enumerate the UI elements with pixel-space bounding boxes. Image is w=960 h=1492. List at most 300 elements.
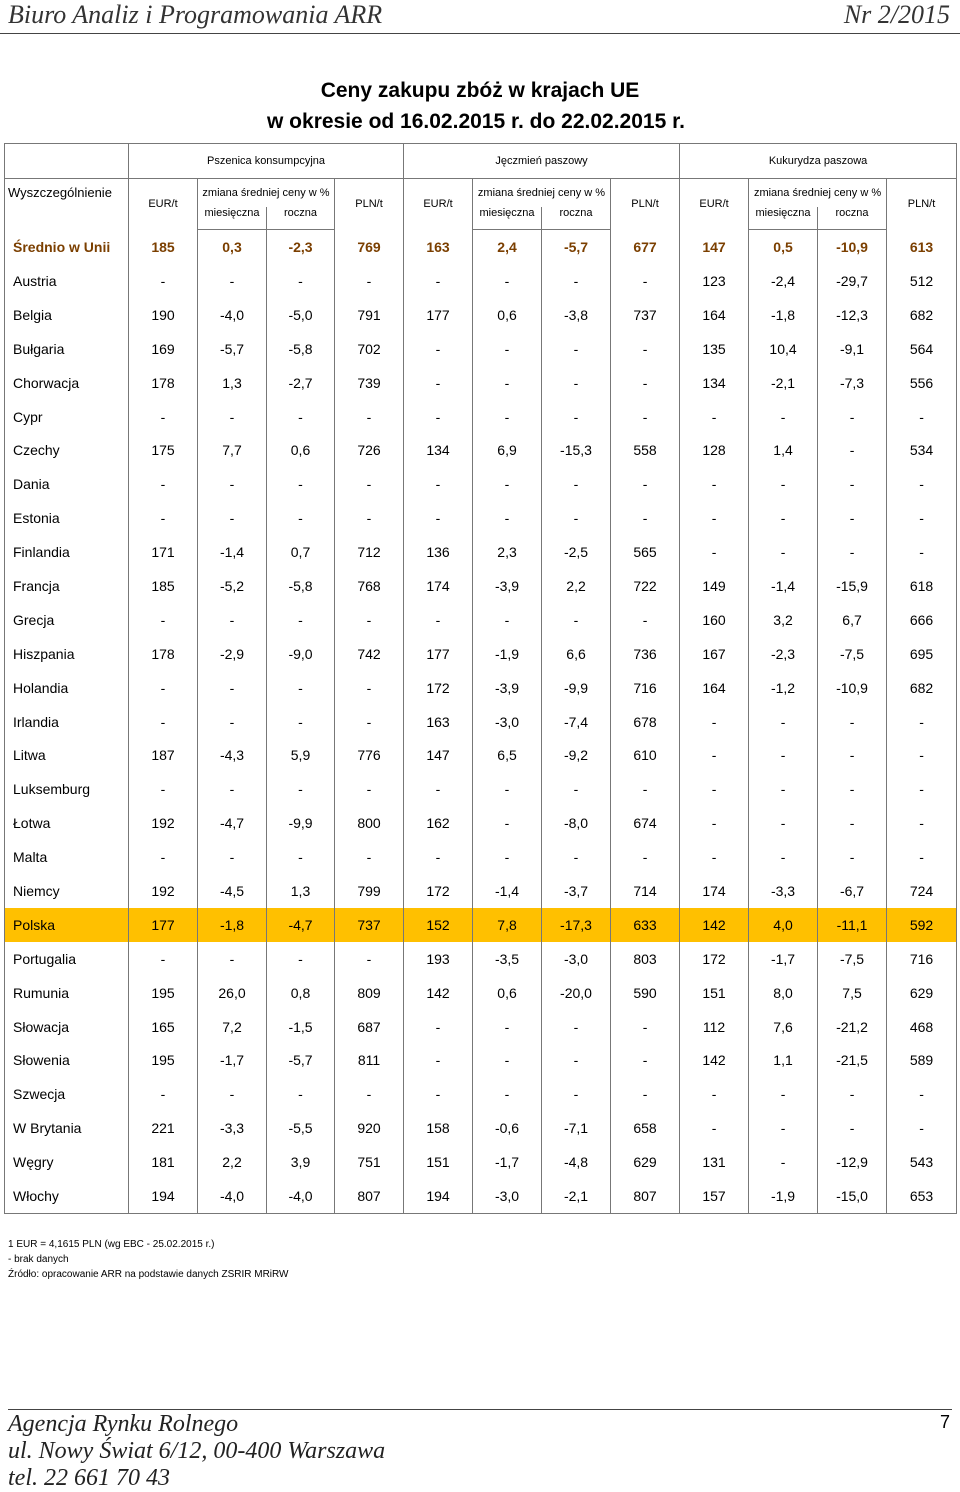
table-cell: - [198,467,267,501]
table-cell: -4,0 [198,1179,267,1213]
table-cell: -2,1 [542,1179,611,1213]
row-name: Portugalia [5,942,129,976]
table-cell: 177 [404,298,473,332]
table-row [5,332,957,366]
table-cell: - [129,467,198,501]
price-table [4,143,957,1214]
avg-cell: 2,4 [473,230,542,265]
table-cell: 716 [887,942,957,976]
table-cell: - [818,840,887,874]
table-cell: - [542,772,611,806]
table-cell: - [542,603,611,637]
table-cell: - [473,1077,542,1111]
table-cell: -15,9 [818,569,887,603]
table-cell: 468 [887,1010,957,1044]
table-row [5,298,957,332]
table-cell: 0,6 [473,298,542,332]
table-cell: - [129,264,198,298]
table-cell: - [335,942,404,976]
table-cell: - [680,772,749,806]
table-cell: -21,5 [818,1043,887,1077]
table-cell: 512 [887,264,957,298]
table-cell: 157 [680,1179,749,1213]
row-name: Luksemburg [5,772,129,806]
table-cell: - [611,400,680,434]
table-cell: - [129,501,198,535]
table-cell: 135 [680,332,749,366]
table-cell: -4,7 [267,908,335,942]
table-cell: -2,4 [749,264,818,298]
col-eur: EUR/t [129,179,198,230]
table-cell: - [611,332,680,366]
table-cell: - [680,400,749,434]
table-cell: 158 [404,1111,473,1145]
table-cell: - [611,1077,680,1111]
table-cell: - [404,1077,473,1111]
table-cell: 162 [404,806,473,840]
table-cell: 5,9 [267,738,335,772]
table-cell: 565 [611,535,680,569]
table-row [5,501,957,535]
col-monthly: miesięczna [473,207,542,230]
table-cell: - [129,603,198,637]
table-cell: - [198,772,267,806]
table-cell: -7,1 [542,1111,611,1145]
col-eur: EUR/t [404,179,473,230]
table-cell: 164 [680,298,749,332]
table-cell: 6,5 [473,738,542,772]
table-cell: - [198,1077,267,1111]
table-cell: - [680,738,749,772]
table-cell: - [267,603,335,637]
table-cell: - [818,467,887,501]
table-cell: 920 [335,1111,404,1145]
table-cell: 193 [404,942,473,976]
row-name: Dania [5,467,129,501]
table-cell: 712 [335,535,404,569]
row-name: Polska [5,908,129,942]
table-cell: 151 [404,1145,473,1179]
table-cell: -9,9 [267,806,335,840]
row-name: Średnio w Unii [5,230,129,265]
table-cell: 736 [611,637,680,671]
table-cell: - [335,264,404,298]
row-name: Hiszpania [5,637,129,671]
table-cell: -1,7 [749,942,818,976]
table-cell: -6,7 [818,874,887,908]
table-cell: -2,1 [749,366,818,400]
table-cell: -3,7 [542,874,611,908]
table-cell: 618 [887,569,957,603]
table-cell: - [887,1111,957,1145]
table-row [5,433,957,467]
table-cell: -3,3 [198,1111,267,1145]
table-cell: 791 [335,298,404,332]
table-cell: - [887,535,957,569]
table-cell: - [680,501,749,535]
table-cell: -7,5 [818,637,887,671]
table-cell: -3,0 [473,1179,542,1213]
table-cell: 653 [887,1179,957,1213]
table-cell: -9,9 [542,671,611,705]
row-name: Słowacja [5,1010,129,1044]
col-eur: EUR/t [680,179,749,230]
table-cell: 172 [404,874,473,908]
table-row [5,264,957,298]
table-cell: - [818,738,887,772]
table-cell: - [404,1010,473,1044]
table-cell: - [611,1043,680,1077]
table-cell: - [818,806,887,840]
table-cell: - [818,772,887,806]
table-cell: 195 [129,1043,198,1077]
table-cell: -15,0 [818,1179,887,1213]
table-cell: - [267,1077,335,1111]
table-cell: - [267,840,335,874]
table-cell: - [542,264,611,298]
table-cell: - [335,671,404,705]
table-cell: - [887,705,957,739]
table-cell: 800 [335,806,404,840]
table-cell: 1,3 [267,874,335,908]
table-cell: 807 [335,1179,404,1213]
table-cell: 716 [611,671,680,705]
table-row [5,671,957,705]
table-cell: 131 [680,1145,749,1179]
table-cell: 629 [887,976,957,1010]
row-name: Francja [5,569,129,603]
table-cell: -12,3 [818,298,887,332]
table-cell: 633 [611,908,680,942]
row-name: Finlandia [5,535,129,569]
table-cell: -4,5 [198,874,267,908]
footer-agency: Agencja Rynku Rolnego [8,1411,239,1437]
table-cell: - [473,264,542,298]
table-cell: 737 [335,908,404,942]
table-cell: 1,3 [198,366,267,400]
row-name: Węgry [5,1145,129,1179]
table-cell: - [335,705,404,739]
table-cell: 7,2 [198,1010,267,1044]
avg-cell: -10,9 [818,230,887,265]
table-cell: - [335,400,404,434]
table-cell: - [267,400,335,434]
col-yearly: roczna [542,207,611,230]
table-row [5,942,957,976]
table-cell: - [542,840,611,874]
table-cell: - [887,467,957,501]
row-name: Czechy [5,433,129,467]
table-cell: - [129,840,198,874]
col-pln: PLN/t [335,179,404,230]
table-cell: 722 [611,569,680,603]
table-cell: -10,9 [818,671,887,705]
header-right: Nr 2/2015 [843,0,950,29]
table-cell: - [335,772,404,806]
table-cell: -4,8 [542,1145,611,1179]
table-cell: 174 [404,569,473,603]
table-cell: 4,0 [749,908,818,942]
table-cell: - [473,603,542,637]
row-name: Rumunia [5,976,129,1010]
table-cell: 192 [129,806,198,840]
row-name: Cypr [5,400,129,434]
group-header-maize: Kukurydza paszowa [680,144,957,179]
row-name: Malta [5,840,129,874]
table-cell: -3,8 [542,298,611,332]
table-row [5,535,957,569]
table-cell: -4,0 [267,1179,335,1213]
row-name: Chorwacja [5,366,129,400]
page-title-line1: Ceny zakupu zbóż w krajach UE [320,79,640,102]
table-cell: - [198,603,267,637]
table-cell: - [267,942,335,976]
table-cell: 172 [680,942,749,976]
table-cell: - [680,705,749,739]
footer-divider [8,1409,952,1410]
table-cell: - [404,603,473,637]
table-cell: - [611,772,680,806]
table-cell: - [749,705,818,739]
table-cell: - [542,332,611,366]
table-cell: -0,6 [473,1111,542,1145]
row-name: Słowenia [5,1043,129,1077]
table-row [5,1043,957,1077]
table-cell: - [267,264,335,298]
table-cell: - [542,366,611,400]
table-cell: -7,3 [818,366,887,400]
table-cell: -1,9 [473,637,542,671]
table-cell: 112 [680,1010,749,1044]
table-cell: 181 [129,1145,198,1179]
table-cell: - [198,501,267,535]
table-cell: - [129,772,198,806]
table-cell: 185 [129,569,198,603]
table-row [5,874,957,908]
table-cell: - [680,1077,749,1111]
table-cell: -2,7 [267,366,335,400]
table-cell: - [680,1111,749,1145]
table-cell: -3,0 [473,705,542,739]
avg-cell: 0,5 [749,230,818,265]
table-cell: 592 [887,908,957,942]
table-cell: - [749,1145,818,1179]
table-cell: -20,0 [542,976,611,1010]
avg-cell: 613 [887,230,957,265]
table-cell: 3,9 [267,1145,335,1179]
page-number: 7 [939,1412,950,1432]
table-cell: 2,2 [542,569,611,603]
table-cell: - [611,366,680,400]
table-cell: -5,5 [267,1111,335,1145]
table-cell: 128 [680,433,749,467]
table-cell: 534 [887,433,957,467]
table-row [5,908,957,942]
table-cell: 726 [335,433,404,467]
table-cell: 543 [887,1145,957,1179]
avg-cell: -2,3 [267,230,335,265]
avg-cell: 185 [129,230,198,265]
table-cell: - [542,1077,611,1111]
table-cell: 0,8 [267,976,335,1010]
table-cell: -5,2 [198,569,267,603]
avg-cell: 147 [680,230,749,265]
row-name: Austria [5,264,129,298]
row-label-header: Wyszczególnienie [5,179,129,230]
col-monthly: miesięczna [749,207,818,230]
table-row [5,806,957,840]
avg-cell: 0,3 [198,230,267,265]
row-name: Irlandia [5,705,129,739]
table-cell: 678 [611,705,680,739]
row-name: Bułgaria [5,332,129,366]
table-cell: -2,5 [542,535,611,569]
table-cell: 171 [129,535,198,569]
table-cell: - [335,467,404,501]
table-cell: -5,8 [267,569,335,603]
table-cell: 149 [680,569,749,603]
table-cell: 7,8 [473,908,542,942]
table-cell: 674 [611,806,680,840]
table-cell: 799 [335,874,404,908]
table-row [5,1179,957,1213]
table-cell: 177 [404,637,473,671]
table-cell: 6,9 [473,433,542,467]
table-cell: - [473,772,542,806]
table-cell: 142 [680,1043,749,1077]
table-cell: - [404,1043,473,1077]
table-cell: 1,4 [749,433,818,467]
table-cell: - [818,1111,887,1145]
table-cell: - [473,1043,542,1077]
table-cell: 629 [611,1145,680,1179]
table-cell: -1,5 [267,1010,335,1044]
table-cell: 0,7 [267,535,335,569]
table-cell: - [267,467,335,501]
table-cell: -9,2 [542,738,611,772]
table-cell: 7,6 [749,1010,818,1044]
table-cell: - [887,738,957,772]
note-source: Źródło: opracowanie ARR na podstawie danych ZSRIR MRiRW [8,1269,289,1280]
row-name: Grecja [5,603,129,637]
table-cell: 6,6 [542,637,611,671]
table-cell: - [611,264,680,298]
col-pln: PLN/t [887,179,957,230]
table-cell: - [267,705,335,739]
table-cell: - [542,400,611,434]
table-cell: - [473,467,542,501]
table-cell: 163 [404,705,473,739]
table-cell: - [611,840,680,874]
table-cell: - [198,942,267,976]
table-cell: 666 [887,603,957,637]
table-cell: - [473,400,542,434]
note-no-data: - brak danych [8,1254,69,1265]
table-cell: 7,5 [818,976,887,1010]
table-cell: -4,3 [198,738,267,772]
table-cell: 564 [887,332,957,366]
avg-cell: 163 [404,230,473,265]
table-cell: 558 [611,433,680,467]
table-cell: 737 [611,298,680,332]
table-cell: - [680,467,749,501]
table-cell: 776 [335,738,404,772]
table-cell: - [680,535,749,569]
table-cell: -2,9 [198,637,267,671]
table-cell: - [887,1077,957,1111]
table-cell: 682 [887,298,957,332]
table-cell: -15,3 [542,433,611,467]
table-cell: -4,0 [198,298,267,332]
table-row [5,840,957,874]
table-cell: - [749,738,818,772]
table-cell: 134 [680,366,749,400]
table-row [5,1145,957,1179]
table-cell: 152 [404,908,473,942]
table-cell: 134 [404,433,473,467]
note-exchange-rate: 1 EUR = 4,1615 PLN (wg EBC - 25.02.2015 r.) [8,1239,215,1250]
table-row [5,400,957,434]
row-name: Szwecja [5,1077,129,1111]
table-cell: - [335,501,404,535]
table-cell: 175 [129,433,198,467]
table-cell: -9,0 [267,637,335,671]
table-row [5,603,957,637]
table-cell: - [404,840,473,874]
table-cell: - [473,332,542,366]
table-cell: 178 [129,637,198,671]
table-cell: 7,7 [198,433,267,467]
table-cell: 10,4 [749,332,818,366]
table-cell: 221 [129,1111,198,1145]
table-cell: - [542,501,611,535]
table-cell: 160 [680,603,749,637]
footer-address: ul. Nowy Świat 6/12, 00-400 Warszawa [8,1438,386,1464]
page-title-line2: w okresie od 16.02.2015 r. do 22.02.2015 r. [267,110,685,133]
table-cell: 174 [680,874,749,908]
table-cell: - [404,366,473,400]
table-cell: - [680,840,749,874]
table-cell: - [818,705,887,739]
col-pln: PLN/t [611,179,680,230]
table-cell: - [473,501,542,535]
table-cell: 136 [404,535,473,569]
table-cell: 807 [611,1179,680,1213]
table-cell: - [129,942,198,976]
table-cell: - [749,772,818,806]
table-cell: - [749,840,818,874]
notes [8,1237,289,1282]
table-cell: -1,7 [473,1145,542,1179]
table-cell: -1,4 [473,874,542,908]
table-cell: -3,9 [473,671,542,705]
table-cell: - [887,772,957,806]
table-row [5,467,957,501]
table-cell: 658 [611,1111,680,1145]
table-cell: -1,9 [749,1179,818,1213]
avg-cell: -5,7 [542,230,611,265]
table-cell: - [473,366,542,400]
table-cell: - [404,501,473,535]
table-cell: 687 [335,1010,404,1044]
table-cell: 1,1 [749,1043,818,1077]
table-cell: - [404,332,473,366]
table-cell: 169 [129,332,198,366]
table-cell: - [404,264,473,298]
table-cell: - [542,1043,611,1077]
table-cell: - [749,467,818,501]
table-cell: -3,3 [749,874,818,908]
